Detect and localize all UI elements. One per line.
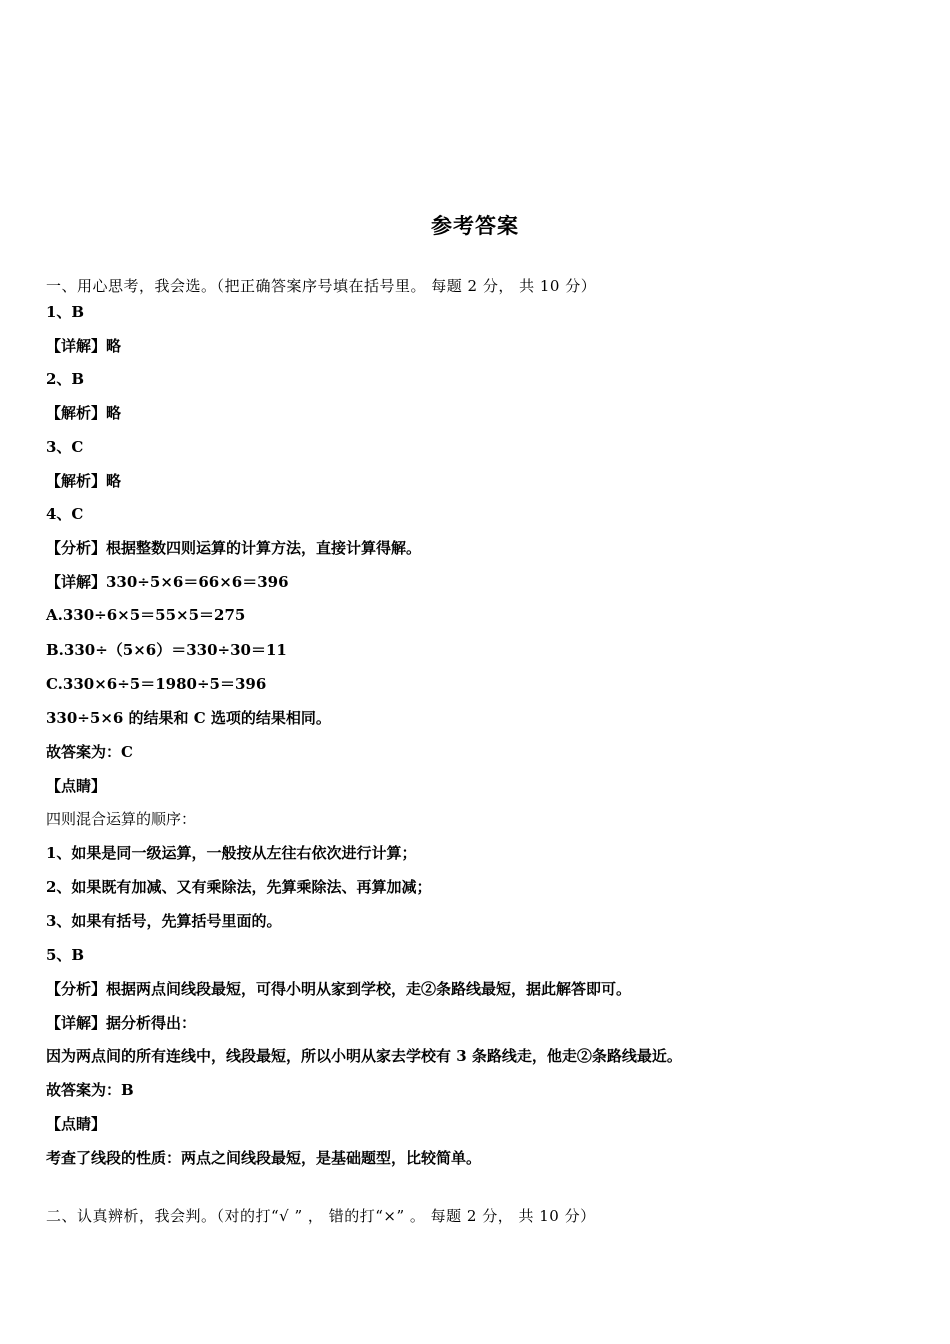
q4-final-answer: 故答案为：C bbox=[46, 743, 133, 761]
q5-tip-label: 【点睛】 bbox=[46, 1115, 107, 1133]
q4-tip-1: 1、如果是同一级运算，一般按从左往右依次进行计算； bbox=[46, 844, 417, 862]
q5-answer: 5、B bbox=[46, 946, 85, 964]
q4-tip-2: 2、如果既有加减、又有乘除法，先算乘除法、再算加减； bbox=[46, 878, 432, 896]
q3-answer: 3、C bbox=[46, 438, 84, 456]
q5-tip: 考查了线段的性质：两点之间线段最短，是基础题型，比较简单。 bbox=[46, 1149, 482, 1167]
q5-analysis: 【分析】根据两点间线段最短，可得小明从家到学校，走②条路线最短，据此解答即可。 bbox=[46, 980, 632, 998]
q4-option-b: B.330÷（5×6）＝330÷30＝11 bbox=[46, 641, 287, 659]
q1-answer: 1、B bbox=[46, 303, 85, 321]
q4-option-c: C.330×6÷5＝1980÷5＝396 bbox=[46, 675, 267, 693]
q3-analysis: 【解析】略 bbox=[46, 472, 122, 490]
q2-analysis: 【解析】略 bbox=[46, 404, 122, 422]
section-1-heading: 一、用心思考，我会选。（把正确答案序号填在括号里。 每题 2 分， 共 10 分） bbox=[46, 277, 597, 295]
q4-tip-intro: 四则混合运算的顺序： bbox=[46, 810, 197, 828]
q5-detail: 【详解】据分析得出： bbox=[46, 1014, 197, 1032]
q4-conclusion: 330÷5×6 的结果和 C 选项的结果相同。 bbox=[46, 709, 331, 727]
page-title: 参考答案 bbox=[431, 214, 519, 238]
q5-final-answer: 故答案为：B bbox=[46, 1081, 134, 1099]
q5-explanation: 因为两点间的所有连线中，线段最短，所以小明从家去学校有 3 条路线走，他走②条路线最近。 bbox=[46, 1047, 682, 1065]
q4-detail: 【详解】330÷5×6＝66×6＝396 bbox=[46, 573, 289, 591]
q2-answer: 2、B bbox=[46, 370, 85, 388]
q4-tip-3: 3、如果有括号，先算括号里面的。 bbox=[46, 912, 282, 930]
q1-detail: 【详解】略 bbox=[46, 337, 122, 355]
q4-answer: 4、C bbox=[46, 505, 84, 523]
section-2-heading: 二、认真辨析，我会判。（对的打“√ ” ， 错的打“×” 。 每题 2 分， 共 10 分） bbox=[46, 1207, 596, 1225]
q4-option-a: A.330÷6×5＝55×5＝275 bbox=[46, 606, 246, 624]
q4-analysis: 【分析】根据整数四则运算的计算方法，直接计算得解。 bbox=[46, 539, 422, 557]
q4-tip-label: 【点睛】 bbox=[46, 777, 107, 795]
